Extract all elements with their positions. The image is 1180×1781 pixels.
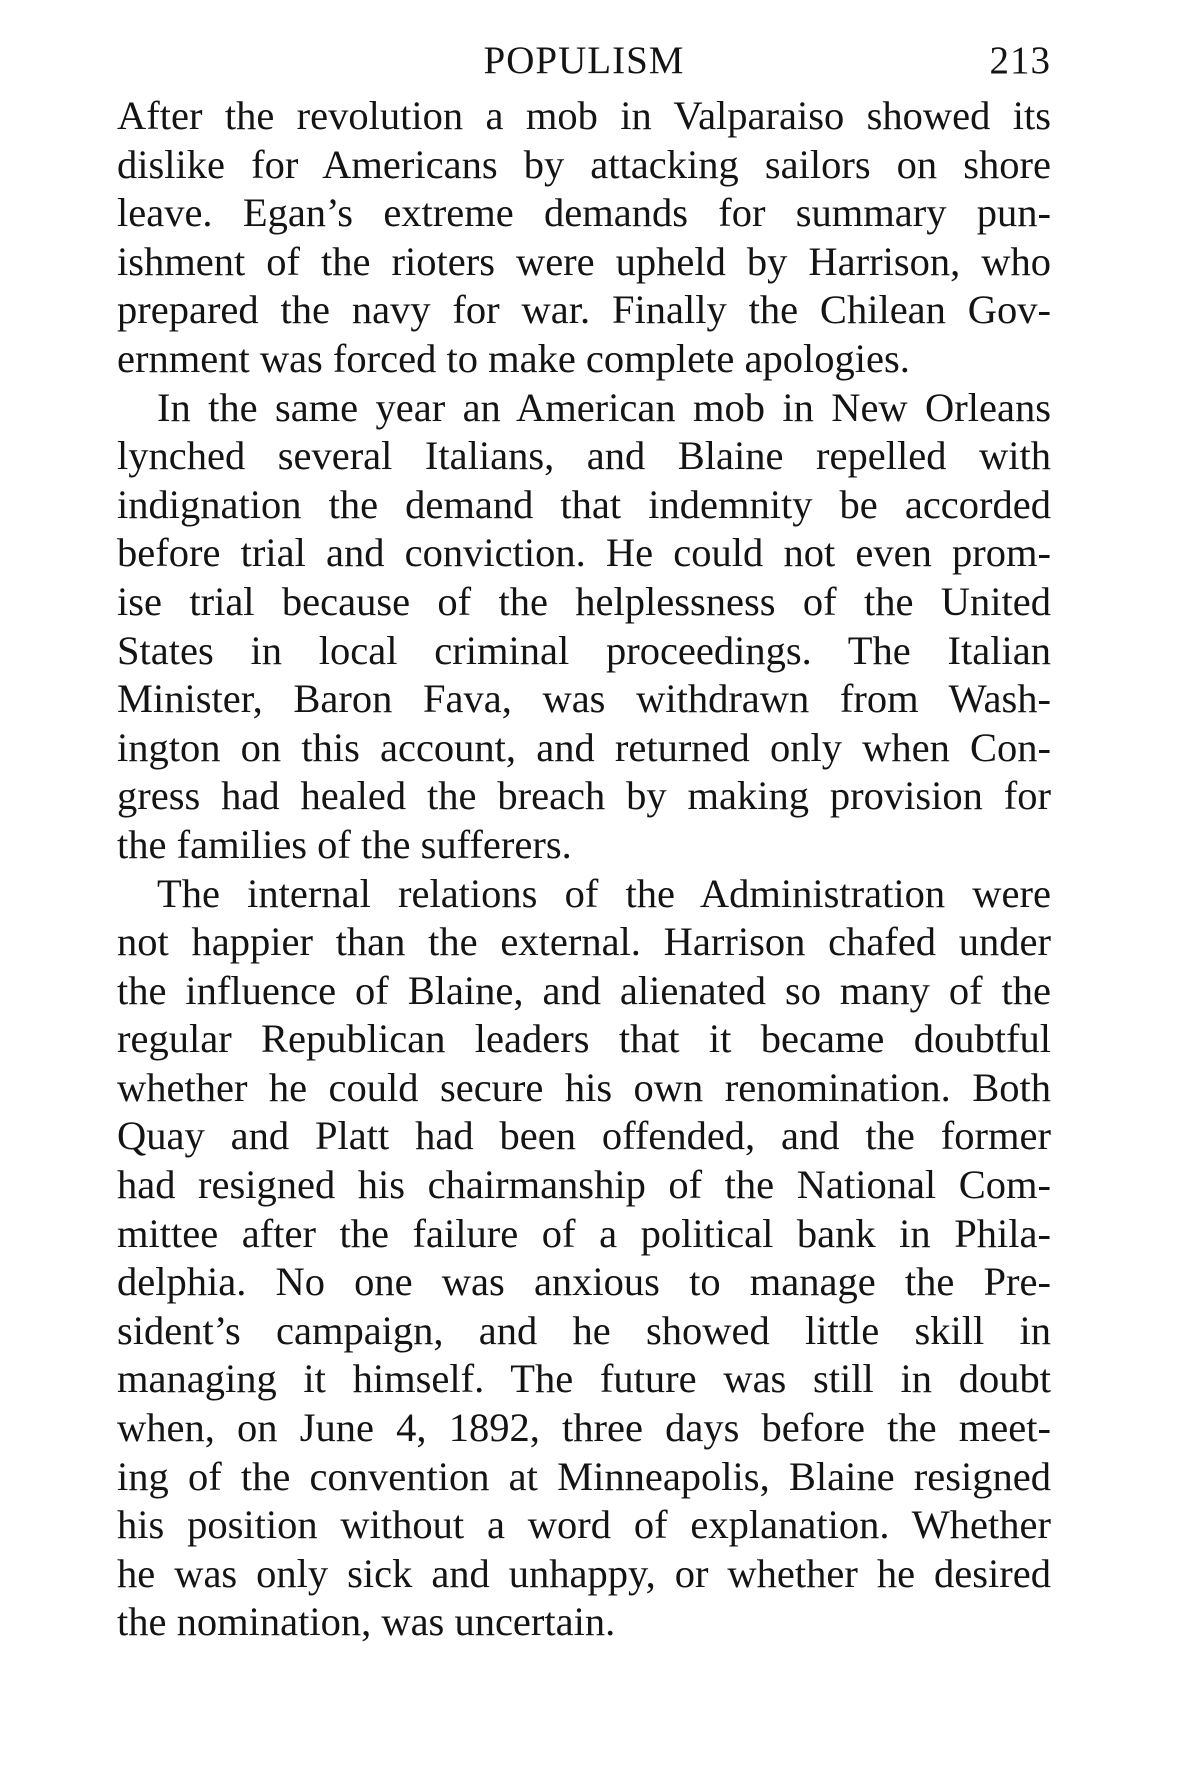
text-line: dislike for Americans by attacking sailors on shore	[117, 141, 1051, 187]
text-line: the influence of Blaine, and alienated so many of the	[117, 967, 1051, 1013]
text-line: had resigned his chairmanship of the National Com-	[117, 1162, 1051, 1208]
body-text	[117, 92, 1051, 1647]
text-line: States in local criminal proceedings. The Italian	[117, 627, 1051, 673]
text-line: lynched several Italians, and Blaine repelled with	[117, 433, 1051, 479]
text-line: leave. Egan’s extreme demands for summary pun-	[117, 190, 1051, 236]
text-line: ishment of the rioters were upheld by Harrison, who	[117, 238, 1051, 284]
paragraph-3	[117, 870, 1051, 1648]
page-number: 213	[989, 39, 1051, 82]
paragraph-1	[117, 92, 1051, 384]
text-line: Minister, Baron Fava, was withdrawn from Wash-	[117, 676, 1051, 722]
text-line: indignation the demand that indemnity be accorded	[117, 481, 1051, 527]
text-line: he was only sick and unhappy, or whether he desired	[117, 1550, 1051, 1596]
text-line: ington on this account, and returned only when Con-	[117, 724, 1051, 770]
running-title: POPULISM	[483, 39, 685, 82]
book-page	[117, 30, 1051, 1647]
text-line: whether he could secure his own renomination. Both	[117, 1064, 1051, 1110]
text-line: sident’s campaign, and he showed little skill in	[117, 1307, 1051, 1353]
text-line: not happier than the external. Harrison chafed under	[117, 919, 1051, 965]
text-line: Quay and Platt had been offended, and the former	[117, 1113, 1051, 1159]
text-line: prepared the navy for war. Finally the Chilean Gov-	[117, 287, 1051, 333]
text-line: the families of the sufferers.	[117, 821, 572, 867]
text-line: his position without a word of explanation. Whether	[117, 1502, 1051, 1548]
text-line: The internal relations of the Administration were	[157, 870, 1051, 916]
text-line: before trial and conviction. He could not even prom-	[117, 530, 1051, 576]
text-line: ing of the convention at Minneapolis, Blaine resigned	[117, 1453, 1051, 1499]
text-line: when, on June 4, 1892, three days before the meet-	[117, 1405, 1051, 1451]
running-head	[117, 30, 1051, 92]
text-line: delphia. No one was anxious to manage the Pre-	[117, 1259, 1051, 1305]
paragraph-2	[117, 384, 1051, 870]
text-line: gress had healed the breach by making provision for	[117, 773, 1051, 819]
text-line: managing it himself. The future was still in doubt	[117, 1356, 1051, 1402]
text-line: ernment was forced to make complete apologies.	[117, 335, 910, 381]
text-line: ise trial because of the helplessness of the United	[117, 578, 1051, 624]
text-line: the nomination, was uncertain.	[117, 1599, 616, 1645]
text-line: regular Republican leaders that it became doubtful	[117, 1016, 1051, 1062]
text-line: mittee after the failure of a political bank in Phila-	[117, 1210, 1051, 1256]
text-line: After the revolution a mob in Valparaiso showed its	[117, 93, 1051, 138]
text-line: In the same year an American mob in New Orleans	[157, 384, 1051, 430]
